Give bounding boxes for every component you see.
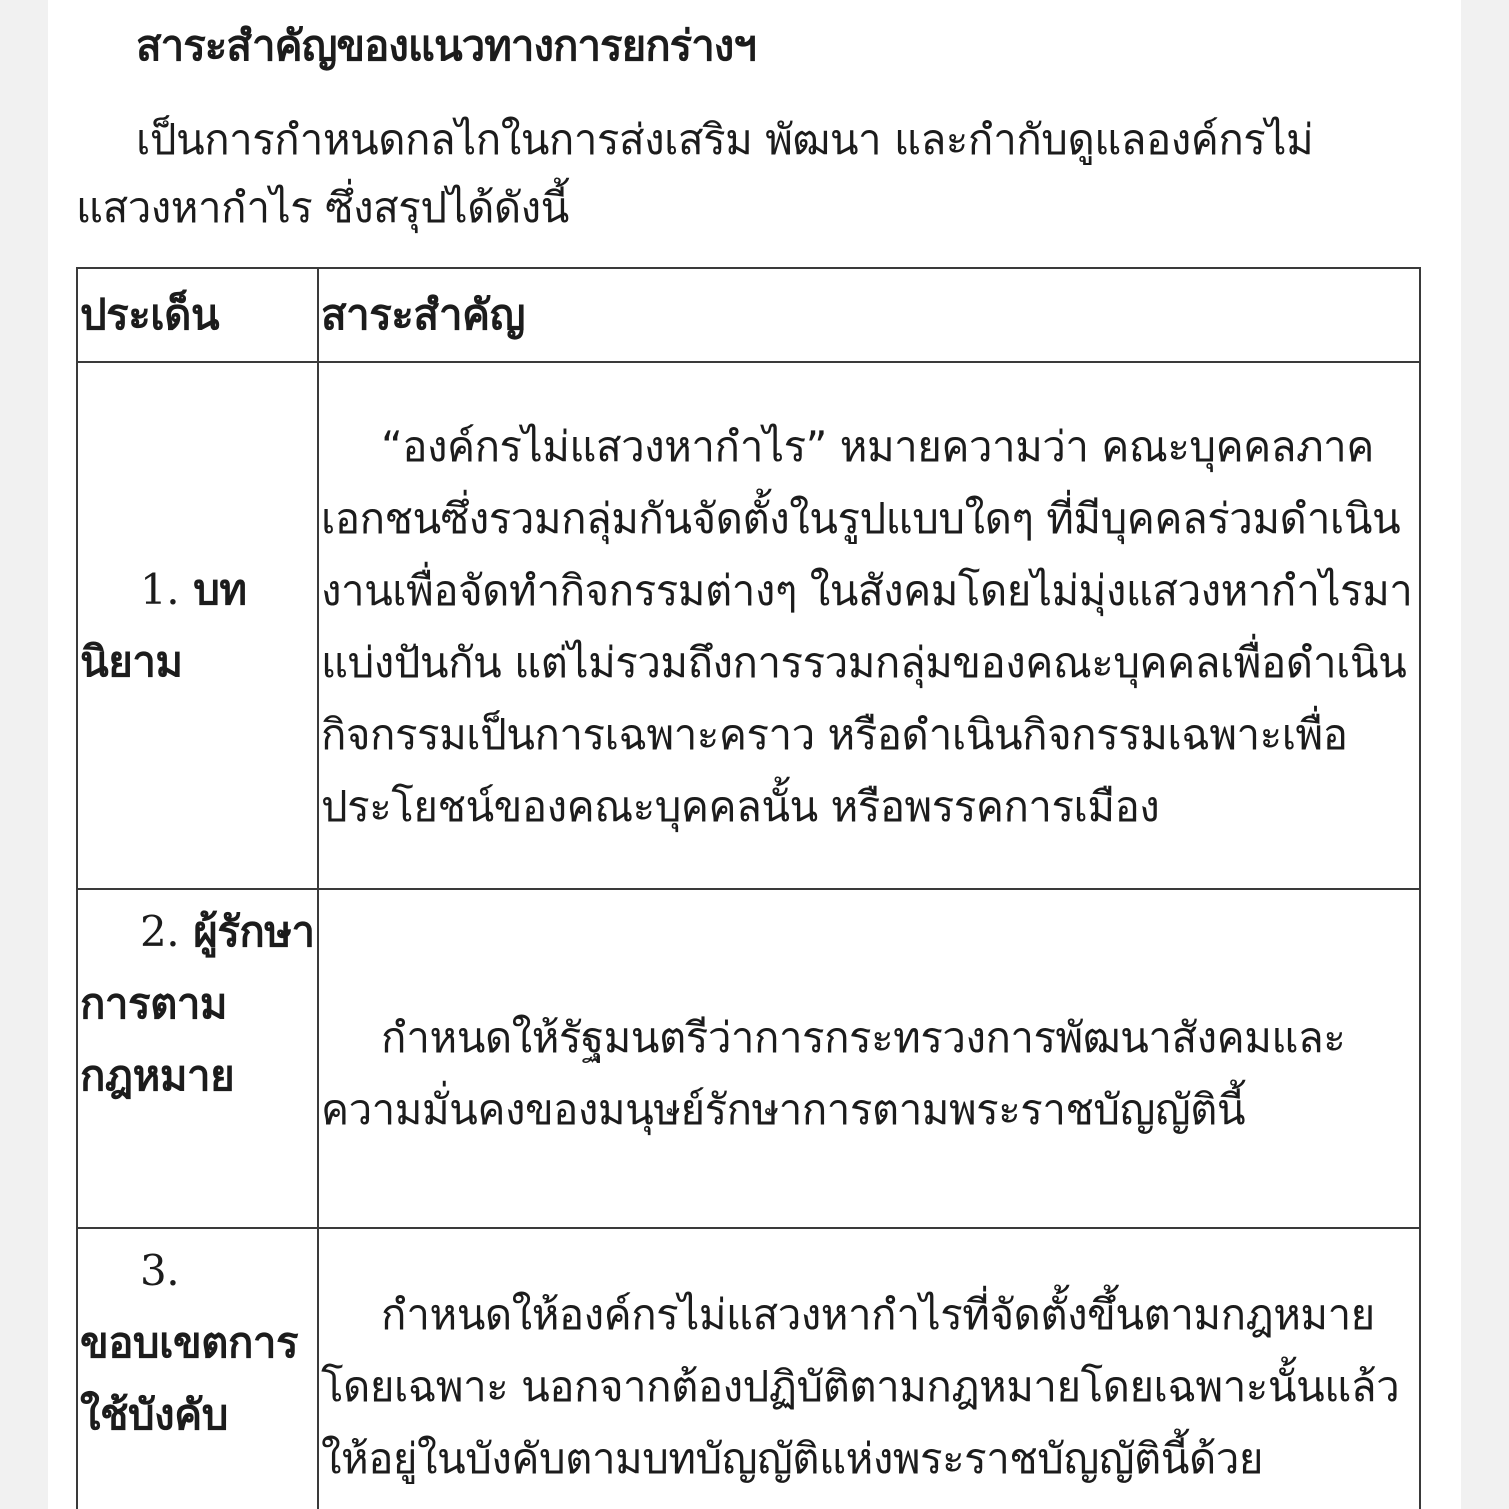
essence-cell: กำหนดให้รัฐมนตรีว่าการกระทรวงการพัฒนาสังคมและความมั่นคงของมนุษย์รักษาการตามพระราชบัญญัตินี้ bbox=[318, 889, 1420, 1228]
issue-label: บทนิยาม bbox=[80, 564, 247, 686]
section-heading: สาระสำคัญของแนวทางการยกร่างฯ bbox=[136, 21, 756, 70]
document-page bbox=[48, 0, 1461, 1509]
issue-cell bbox=[77, 362, 318, 889]
issue-cell bbox=[77, 889, 318, 1228]
table-row bbox=[77, 889, 1420, 1228]
issue-label: ขอบเขตการใช้บังคับ bbox=[80, 1318, 299, 1439]
table-row bbox=[77, 1228, 1420, 1509]
issue-label: ผู้รักษาการตามกฎหมาย bbox=[80, 907, 315, 1100]
header-essence: สาระสำคัญ bbox=[318, 268, 1420, 362]
header-issue: ประเด็น bbox=[77, 268, 318, 362]
issue-number: 2. bbox=[140, 907, 180, 956]
essence-cell: กำหนดให้องค์กรไม่แสวงหากำไรที่จัดตั้งขึ้นตามกฎหมายโดยเฉพาะ นอกจากต้องปฏิบัติตามกฎหมายโดยเฉพาะนั้นแล้ว ให้อยู่ในบังคับตามบทบัญญัติแห่งพระราชบัญญัตินี้ด้วย bbox=[318, 1228, 1420, 1509]
issue-number: 1. bbox=[140, 564, 180, 614]
issue-cell bbox=[77, 1228, 318, 1509]
essence-cell: “องค์กรไม่แสวงหากำไร” หมายความว่า คณะบุคคลภาคเอกชนซึ่งรวมกลุ่มกันจัดตั้งในรูปแบบใดๆ ที่มีบุคคลร่วมดำเนินงานเพื่อจัดทำกิจกรรมต่างๆ ในสังคมโดยไม่มุ่งแสวงหากำไรมาแบ่งปันกัน แต่ไม่รวมถึงการรวมกลุ่มของคณะบุคคลเพื่อดำเนินกิจกรรมเป็นการเฉพาะคราว หรือดำเนินกิจกรรมเฉพาะเพื่อประโยชน์ของคณะบุคคลนั้น หรือพรรคการเมือง bbox=[318, 362, 1420, 889]
summary-table bbox=[76, 267, 1421, 1509]
table-header-row bbox=[77, 268, 1420, 362]
issue-number: 3. bbox=[140, 1246, 180, 1295]
intro-paragraph: เป็นการกำหนดกลไกในการส่งเสริม พัฒนา และกำกับดูแลองค์กรไม่แสวงหากำไร ซึ่งสรุปได้ดังนี้ bbox=[76, 115, 1314, 232]
table-row bbox=[77, 362, 1420, 889]
